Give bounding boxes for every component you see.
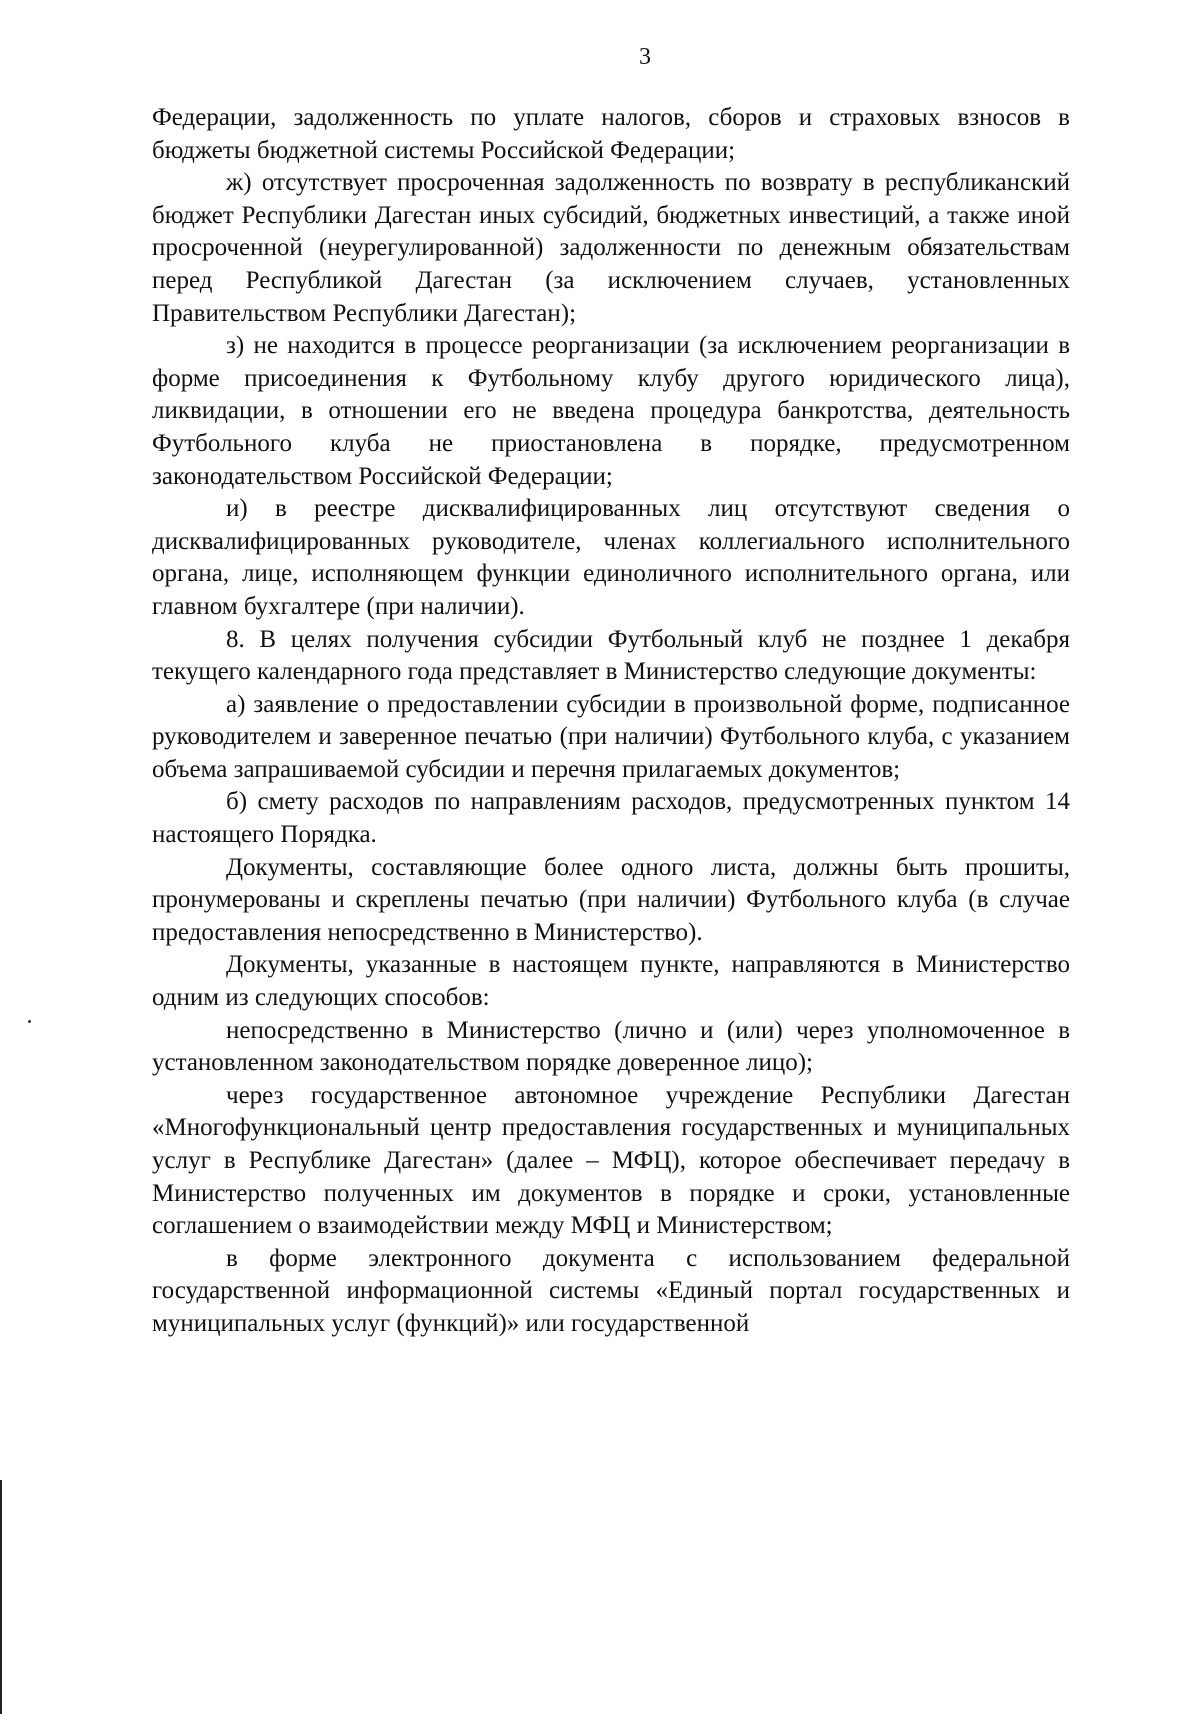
paragraph-item-z: з) не находится в процессе реорганизации (за исключением реорганизации в форме присоединения к Футбольному клубу другого юридического лица), ликвидации, в отношении его не введена процедура банкротства, деятельность Футбольного клуба не приостановлена в порядке, предусмотренном законодательством Российской Федерации;: [152, 332, 1070, 490]
paragraph-clause-8: 8. В целях получения субсидии Футбольный клуб не позднее 1 декабря текущего календарного года представляет в Министерство следующие документы:: [152, 625, 1070, 686]
paragraph-method-electronic: в форме электронного документа с использованием федеральной государственной информационной системы «Единый портал государственных и муниципальных услуг (функций)» или государственной: [152, 1244, 1070, 1337]
paragraph-item-i: и) в реестре дисквалифицированных лиц отсутствуют сведения о дисквалифицированных руководителе, членах коллегиального исполнительного органа, лице, исполняющем функции единоличного исполнительного органа, или главном бухгалтере (при наличии).: [152, 495, 1070, 620]
paragraph-submission-methods: Документы, указанные в настоящем пункте, направляются в Министерство одним из следующих способов:: [152, 951, 1070, 1012]
paragraph-fed-continuation: Федерации, задолженность по уплате налогов, сборов и страховых взносов в бюджеты бюджетной системы Российской Федерации;: [152, 104, 1070, 164]
paragraph-method-mfc: через государственное автономное учреждение Республики Дагестан «Многофункциональный центр предоставления государственных и муниципальных услуг в Республике Дагестан» (далее – МФЦ), которое обеспечивает передачу в Министерство полученных им документов в порядке и сроки, установленные соглашением о взаимодействии между МФЦ и Министерством;: [152, 1081, 1070, 1240]
paragraph-item-b: б) смету расходов по направлениям расходов, предусмотренных пунктом 14 настоящего Порядка.: [152, 788, 1070, 849]
paragraph-item-zh: ж) отсутствует просроченная задолженность по возврату в республиканский бюджет Республики Дагестан иных субсидий, бюджетных инвестиций, а также иной просроченной (неурегулированной) задолженности по денежным обязательствам перед Республикой Дагестан (за исключением случаев, установленных Правительством Республики Дагестан);: [152, 169, 1070, 327]
scan-artifact-dot: [28, 1020, 31, 1023]
document-body: [152, 102, 1070, 1341]
paragraph-documents-binding: Документы, составляющие более одного листа, должны быть прошиты, пронумерованы и скреплены печатью (при наличии) Футбольного клуба (в случае предоставления непосредственно в Министерство).: [152, 853, 1070, 946]
paragraph-method-direct: непосредственно в Министерство (лично и (или) через уполномоченное в установленном законодательством порядке доверенное лицо);: [152, 1016, 1070, 1077]
page-number: 3: [639, 44, 651, 70]
paragraph-item-a: а) заявление о предоставлении субсидии в произвольной форме, подписанное руководителем и заверенное печатью (при наличии) Футбольного клуба, с указанием объема запрашиваемой субсидии и перечня прилагаемых документов;: [152, 690, 1070, 783]
scan-artifact-edge: [0, 1480, 2, 1714]
